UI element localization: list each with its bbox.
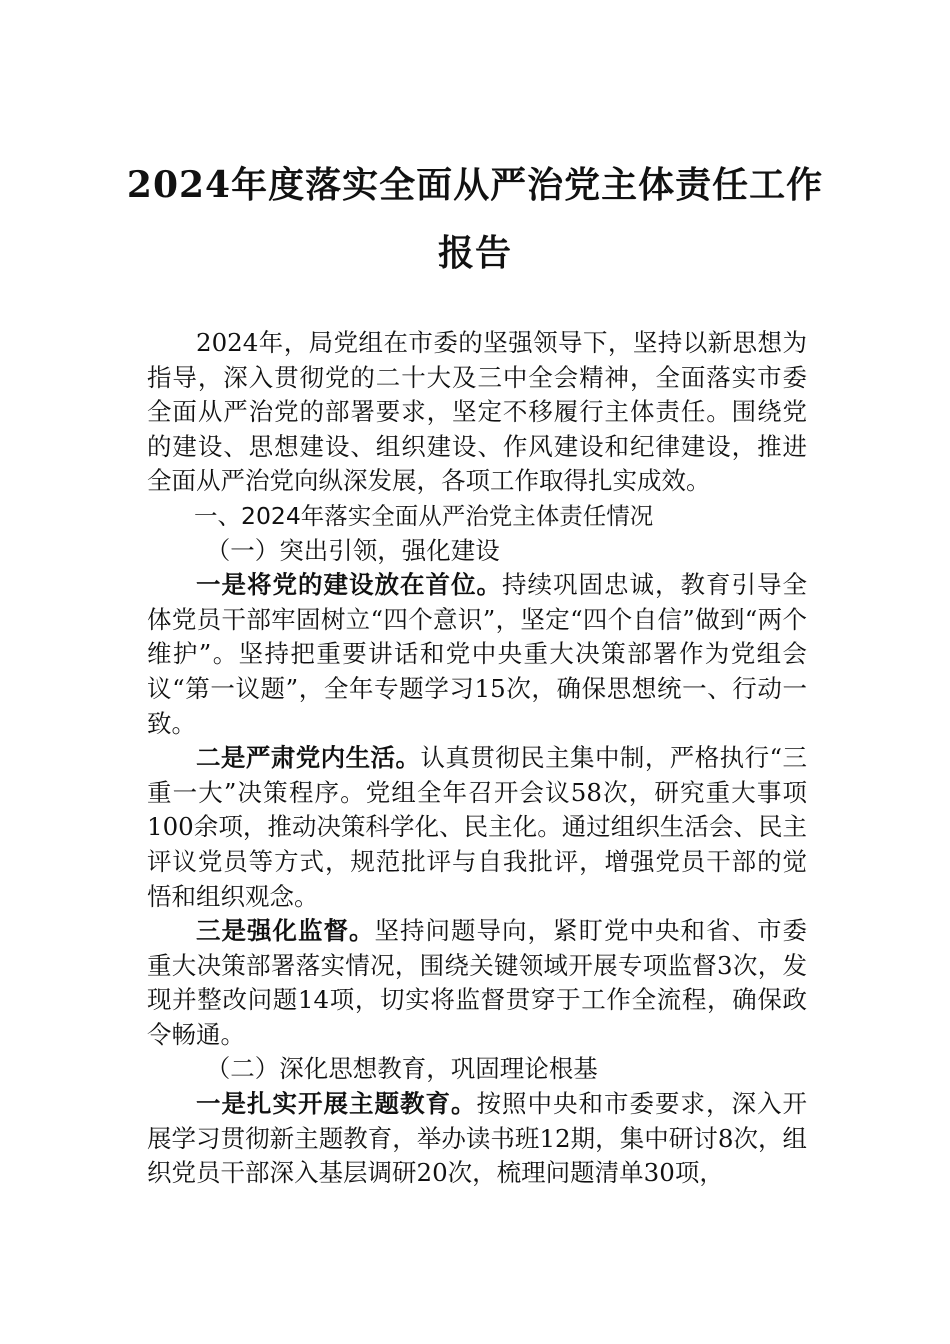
- paragraph-party-building: [147, 568, 807, 741]
- document-title-line-1: 2024年度落实全面从严治党主体责任工作: [126, 164, 824, 206]
- paragraph-text: 持续巩固忠诚，教育引导全体党员干部牢固树立“四个意识”，坚定“四个自信”做到“两个维护”。坚持把重要讲话和党中央重大决策部署作为党组会议“第一议题”，全年专题学习15次，确保思想统一、行动一致。: [147, 570, 807, 738]
- paragraph-lead: 二是严肃党内生活。: [196, 743, 421, 773]
- paragraph-text: 坚持问题导向，紧盯党中央和省、市委重大决策部署落实情况，围绕关键领域开展专项监督3次，发现并整改问题14项，切实将监督贯穿于工作全流程，确保政令畅通。: [147, 916, 807, 1049]
- paragraph-lead: 一是扎实开展主题教育。: [196, 1089, 477, 1119]
- subsection-1-heading: （一）突出引领，强化建设: [205, 535, 500, 565]
- paragraph-lead: 一是将党的建设放在首位。: [196, 570, 502, 600]
- subsection-2-heading: （二）深化思想教育，巩固理论根基: [205, 1054, 598, 1084]
- document-title-line-2: 报告: [437, 232, 512, 274]
- paragraph-theme-education: [147, 1087, 807, 1191]
- document-body: [147, 326, 807, 1191]
- paragraph-supervision: [147, 914, 807, 1052]
- intro-paragraph: 2024年，局党组在市委的坚强领导下，坚持以新思想为指导，深入贯彻党的二十大及三中全会精神，全面落实市委全面从严治党的部署要求，坚定不移履行主体责任。围绕党的建设、思想建设、组织建设、作风建设和纪律建设，推进全面从严治党向纵深发展，各项工作取得扎实成效。: [147, 328, 807, 496]
- paragraph-text: 按照中央和市委要求，深入开展学习贯彻新主题教育，举办读书班12期，集中研讨8次，组织党员干部深入基层调研20次，梳理问题清单30项，: [147, 1089, 807, 1188]
- paragraph-lead: 三是强化监督。: [196, 916, 375, 946]
- paragraph-party-life: [147, 741, 807, 914]
- paragraph-text: 认真贯彻民主集中制，严格执行“三重一大”决策程序。党组全年召开会议58次，研究重大事项100余项，推动决策科学化、民主化。通过组织生活会、民主评议党员等方式，规范批评与自我批评，增强党员干部的觉悟和组织观念。: [147, 743, 808, 911]
- section-1-heading: 一、2024年落实全面从严治党主体责任情况: [194, 501, 654, 530]
